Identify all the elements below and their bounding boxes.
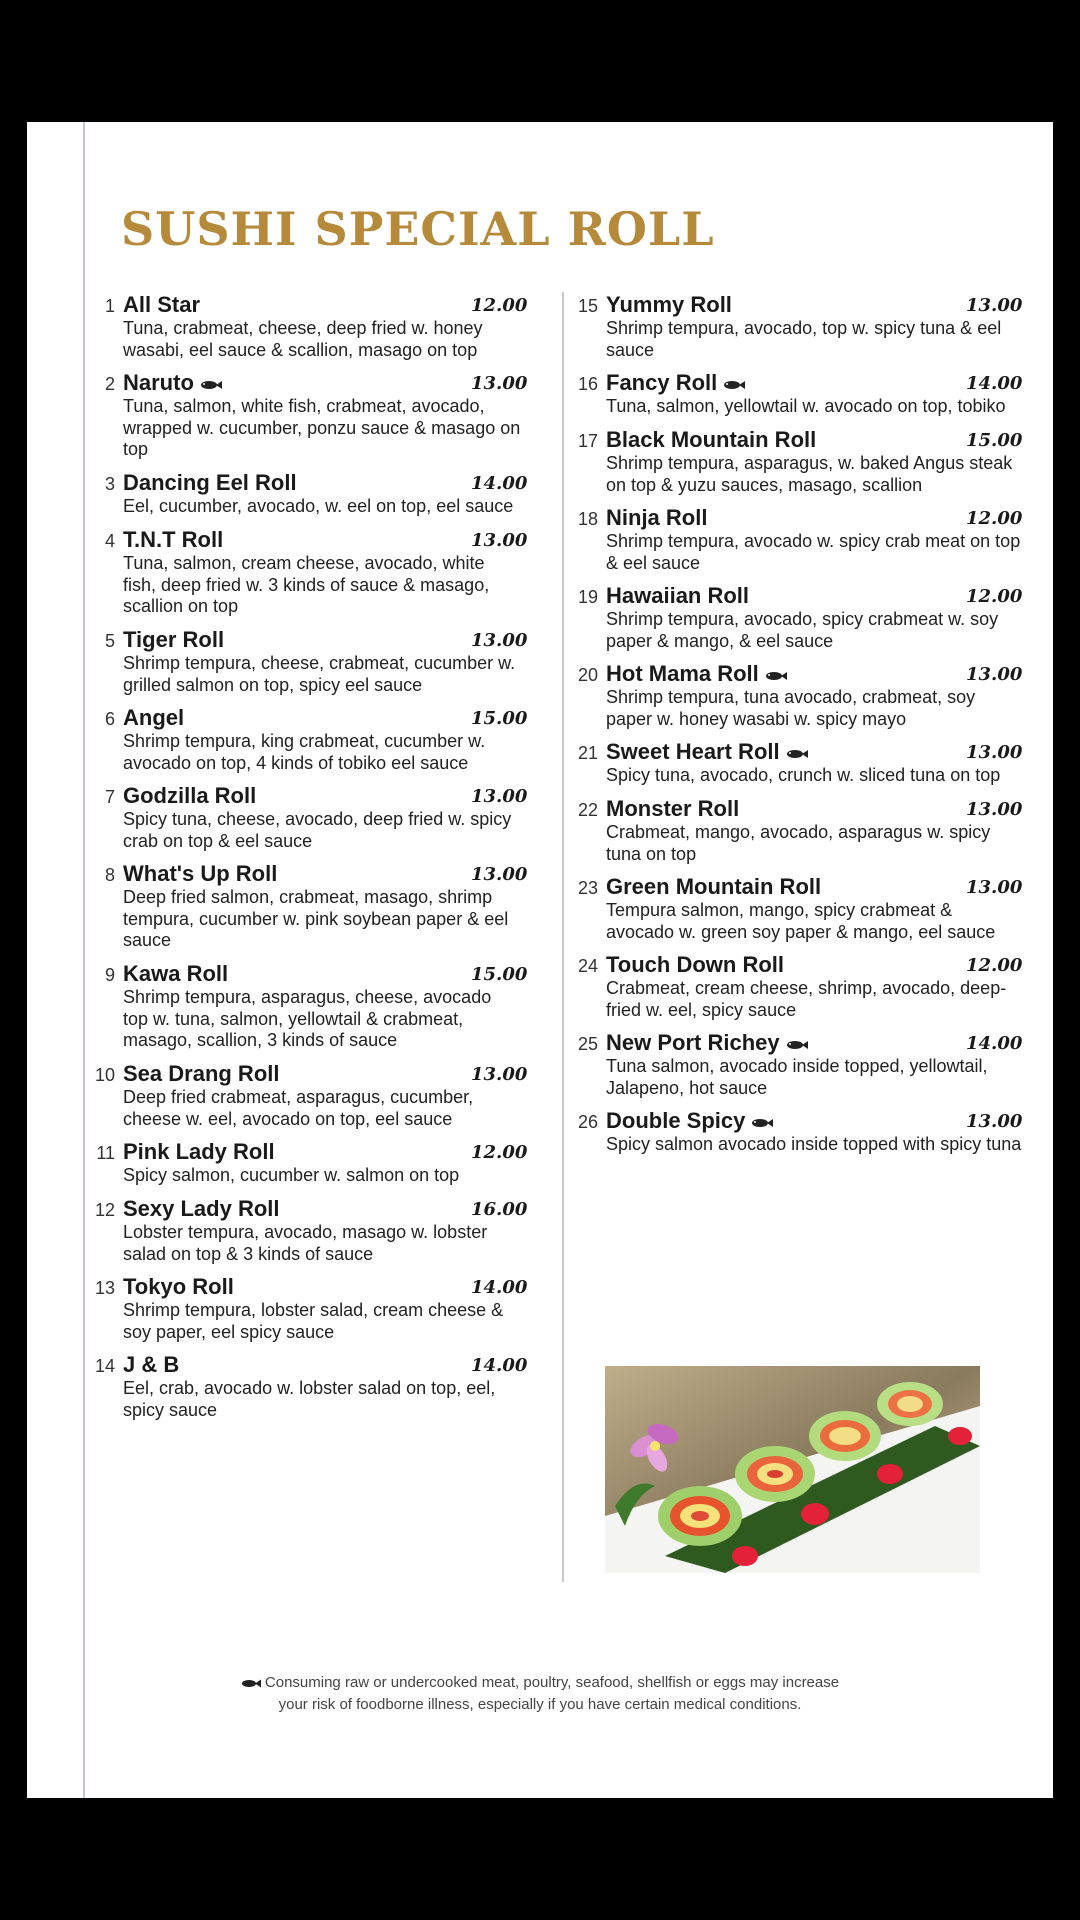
menu-item-number: 25 [577,1034,598,1054]
menu-item [81,861,528,952]
menu-item-number: 7 [104,787,115,807]
menu-item [564,292,1024,361]
menu-item [564,1108,1024,1156]
menu-item-description: Eel, cucumber, avocado, w. eel on top, eel sauce [123,496,514,516]
menu-item-description: Shrimp tempura, asparagus, w. baked Angus steak on top & yuzu sauces, masago, scallion [606,453,1013,495]
menu-item-number: 12 [94,1200,115,1220]
menu-item-name: Sexy Lady Roll [123,1196,280,1221]
menu-item-price: 13.00 [966,742,1023,763]
menu-item-name: Dancing Eel Roll [123,470,297,495]
menu-item [81,470,528,518]
menu-item-description: Spicy salmon avocado inside topped with spicy tuna [606,1134,1022,1154]
menu-item-name: Tiger Roll [123,627,225,652]
menu-item-description: Tuna, salmon, white fish, crabmeat, avocado, wrapped w. cucumber, ponzu sauce & masago on top [123,396,521,459]
menu-item-price: 12.00 [471,295,528,316]
menu-item-price: 13.00 [966,799,1023,820]
menu-item-number: 1 [104,296,115,316]
menu-item-name: T.N.T Roll [123,527,224,552]
menu-item-description: Tempura salmon, mango, spicy crabmeat & avocado w. green soy paper & mango, eel sauce [606,900,996,942]
menu-item-price: 13.00 [471,1064,528,1085]
food-safety-warning [27,1672,1053,1715]
menu-item-price: 13.00 [471,630,528,651]
menu-item-description: Spicy tuna, cheese, avocado, deep fried w. spicy crab on top & eel sauce [123,809,512,851]
menu-item-description: Shrimp tempura, cheese, crabmeat, cucumber w. grilled salmon on top, spicy eel sauce [123,653,516,695]
menu-item-name: Sweet Heart Roll [606,739,780,764]
menu-item-number: 19 [577,587,598,607]
menu-item-name: Monster Roll [606,796,740,821]
menu-item-description: Deep fried crabmeat, asparagus, cucumber, cheese w. eel, avocado on top, eel sauce [123,1087,474,1129]
menu-item-number: 23 [577,878,598,898]
menu-item [81,1352,528,1421]
menu-item-number: 18 [577,509,598,529]
menu-item-price: 12.00 [966,508,1023,529]
menu-item-name: Ninja Roll [606,505,708,530]
menu-item-number: 22 [577,800,598,820]
menu-item-description: Shrimp tempura, tuna avocado, crabmeat, soy paper w. honey wasabi w. spicy mayo [606,687,976,729]
menu-item-description: Lobster tempura, avocado, masago w. lobster salad on top & 3 kinds of sauce [123,1222,488,1264]
menu-page [27,122,1053,1798]
menu-item-price: 14.00 [471,1277,528,1298]
fish-icon [200,377,222,395]
menu-item-description: Shrimp tempura, avocado, top w. spicy tuna & eel sauce [606,318,1002,360]
menu-item-number: 24 [577,956,598,976]
menu-item-price: 13.00 [966,1111,1023,1132]
menu-item-name: Double Spicy [606,1108,746,1133]
menu-item-number: 9 [104,965,115,985]
menu-item-price: 14.00 [471,473,528,494]
sushi-roll-photo [605,1366,980,1573]
menu-item-description: Tuna, crabmeat, cheese, deep fried w. honey wasabi, eel sauce & scallion, masago on top [123,318,483,360]
menu-item-description: Tuna salmon, avocado inside topped, yellowtail, Jalapeno, hot sauce [606,1056,988,1098]
menu-item [564,952,1024,1021]
menu-item-description: Spicy salmon, cucumber w. salmon on top [123,1165,460,1185]
menu-item-price: 13.00 [471,786,528,807]
menu-item [81,1196,528,1265]
menu-item [81,783,528,852]
menu-item-name: Fancy Roll [606,370,718,395]
menu-item-price: 12.00 [966,955,1023,976]
menu-item-price: 13.00 [966,664,1023,685]
menu-item [81,370,528,461]
menu-item-description: Shrimp tempura, king crabmeat, cucumber w. avocado on top, 4 kinds of tobiko eel sauce [123,731,486,773]
fish-icon [723,377,745,395]
menu-item-description: Shrimp tempura, avocado, spicy crabmeat w. soy paper & mango, & eel sauce [606,609,999,651]
menu-item [564,1030,1024,1099]
menu-item [81,1274,528,1343]
menu-item-name: Yummy Roll [606,292,732,317]
menu-item-name: Green Mountain Roll [606,874,822,899]
menu-item-name: Kawa Roll [123,961,229,986]
menu-item-description: Eel, crab, avocado w. lobster salad on top, eel, spicy sauce [123,1378,496,1420]
fish-icon [765,668,787,686]
menu-item-name: Tokyo Roll [123,1274,234,1299]
menu-item-description: Spicy tuna, avocado, crunch w. sliced tuna on top [606,765,1001,785]
menu-item-number: 13 [94,1278,115,1298]
menu-item-description: Shrimp tempura, lobster salad, cream cheese & soy paper, eel spicy sauce [123,1300,504,1342]
menu-item-name: Touch Down Roll [606,952,785,977]
menu-item-number: 4 [104,531,115,551]
fish-icon [241,1673,261,1694]
menu-item [81,527,528,618]
menu-item-name: All Star [123,292,201,317]
warning-text-line1: Consuming raw or undercooked meat, poultry, seafood, shellfish or eggs may increase [264,1674,840,1691]
menu-item-name: Sea Drang Roll [123,1061,280,1086]
menu-item-description: Shrimp tempura, asparagus, cheese, avocado top w. tuna, salmon, yellowtail & crabmeat, masago, scallion, 3 kinds of sauce [123,987,492,1050]
menu-item-number: 21 [577,743,598,763]
menu-item-price: 13.00 [471,530,528,551]
menu-item-name: Hot Mama Roll [606,661,759,686]
menu-item-number: 16 [577,374,598,394]
menu-item-price: 15.00 [471,964,528,985]
menu-item [81,961,528,1052]
menu-item-name: Pink Lady Roll [123,1139,275,1164]
menu-item-name: What's Up Roll [123,861,278,886]
menu-item [564,583,1024,652]
menu-item-number: 17 [577,431,598,451]
menu-item-number: 14 [94,1356,115,1376]
menu-item-price: 12.00 [966,586,1023,607]
menu-item-price: 14.00 [966,1033,1023,1054]
menu-item-name: New Port Richey [606,1030,780,1055]
menu-item [564,796,1024,865]
menu-item-description: Deep fried salmon, crabmeat, masago, shrimp tempura, cucumber w. pink soybean paper & eel sauce [123,887,509,950]
menu-item-number: 3 [104,474,115,494]
menu-item [564,874,1024,943]
menu-item-price: 12.00 [471,1142,528,1163]
menu-item-price: 16.00 [471,1199,528,1220]
menu-item [564,370,1024,418]
menu-item-description: Crabmeat, mango, avocado, asparagus w. spicy tuna on top [606,822,991,864]
menu-item [81,292,528,361]
warning-text-line2: your risk of foodborne illness, especially if you have certain medical conditions. [278,1695,802,1713]
menu-item [81,627,528,696]
menu-title: SUSHI SPECIAL ROLL [121,202,715,256]
menu-item [81,1139,528,1187]
menu-item-name: Naruto [123,370,194,395]
menu-item-name: Godzilla Roll [123,783,257,808]
menu-item-number: 26 [577,1112,598,1132]
fish-icon [786,1037,808,1055]
menu-item-description: Crabmeat, cream cheese, shrimp, avocado, deep-fried w. eel, spicy sauce [606,978,1007,1020]
fish-icon [786,746,808,764]
menu-item-price: 15.00 [471,708,528,729]
menu-item-description: Tuna, salmon, yellowtail w. avocado on top, tobiko [606,396,1006,416]
menu-item [564,739,1024,787]
menu-item-price: 13.00 [966,295,1023,316]
menu-item-number: 2 [104,374,115,394]
menu-item-price: 13.00 [471,373,528,394]
menu-item-price: 14.00 [471,1355,528,1376]
menu-item-number: 8 [104,865,115,885]
menu-item-description: Shrimp tempura, avocado w. spicy crab meat on top & eel sauce [606,531,1021,573]
menu-item-name: Black Mountain Roll [606,427,817,452]
menu-item-number: 10 [94,1065,115,1085]
menu-item-price: 13.00 [966,877,1023,898]
menu-item-number: 20 [577,665,598,685]
menu-item-number: 11 [96,1143,115,1163]
menu-item-number: 5 [104,631,115,651]
menu-item-name: Angel [123,705,185,730]
fish-icon [751,1115,773,1133]
menu-item-description: Tuna, salmon, cream cheese, avocado, white fish, deep fried w. 3 kinds of sauce & masago, scallion on top [123,553,490,616]
menu-item [81,705,528,774]
menu-item-name: Hawaiian Roll [606,583,750,608]
menu-item-price: 15.00 [966,430,1023,451]
menu-item [564,427,1024,496]
menu-item [564,505,1024,574]
menu-item-price: 13.00 [471,864,528,885]
menu-item-number: 6 [104,709,115,729]
menu-item-number: 15 [577,296,598,316]
menu-item [564,661,1024,730]
menu-item-price: 14.00 [966,373,1023,394]
menu-item [81,1061,528,1130]
menu-item-name: J & B [123,1352,180,1377]
